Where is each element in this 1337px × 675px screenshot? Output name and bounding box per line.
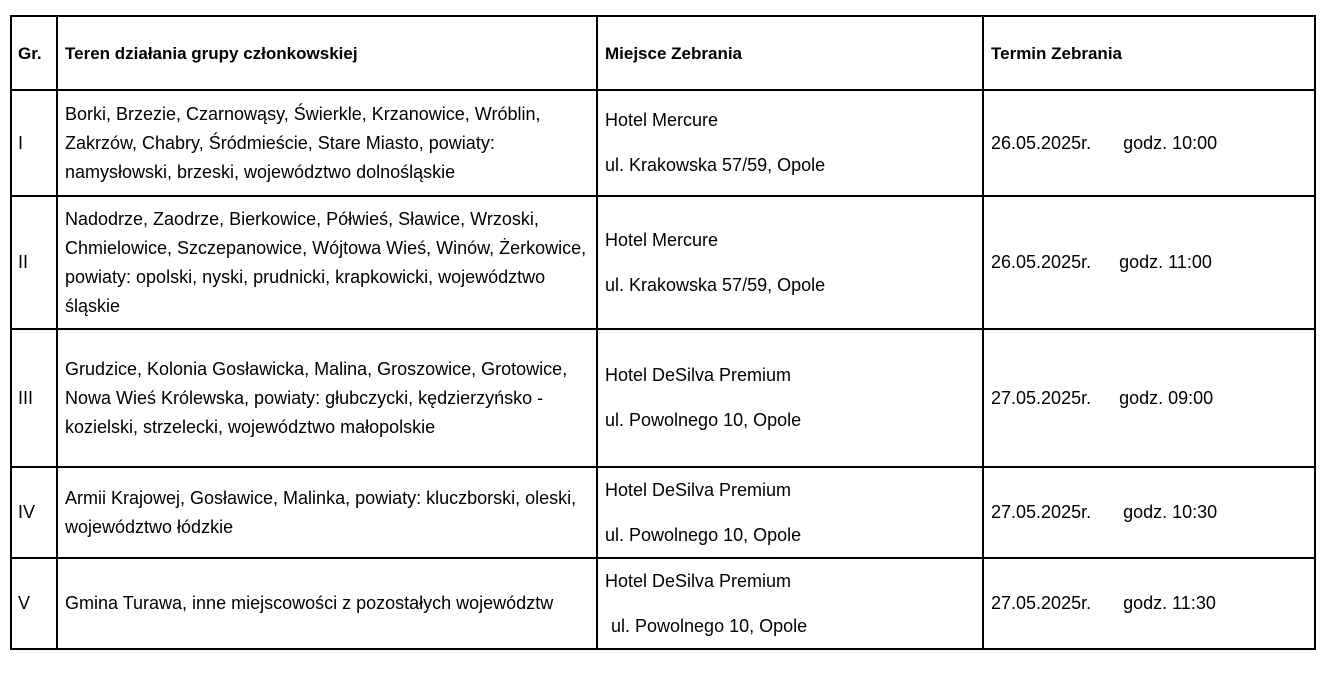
meeting-date: 27.05.2025r. bbox=[991, 593, 1092, 613]
meeting-date: 27.05.2025r. bbox=[991, 387, 1092, 408]
header-area: Teren działania grupy członkowskiej bbox=[57, 16, 597, 90]
place-address: ul. Krakowska 57/59, Opole bbox=[605, 155, 826, 175]
table-row bbox=[11, 329, 1315, 467]
place-cell bbox=[597, 196, 983, 329]
meeting-date: 27.05.2025r. bbox=[991, 502, 1092, 522]
area-cell: Grudzice, Kolonia Gosławicka, Malina, Groszowice, Grotowice, Nowa Wieś Królewska, powiaty: głubczycki, kędzierzyńsko - kozielski, strzelecki, województwo małopolskie bbox=[57, 329, 597, 467]
group-cell: IV bbox=[11, 467, 57, 558]
place-name: Hotel DeSilva Premium bbox=[605, 479, 792, 500]
place-cell bbox=[597, 90, 983, 196]
place-cell bbox=[597, 329, 983, 467]
date-cell bbox=[983, 558, 1315, 649]
place-name: Hotel Mercure bbox=[605, 110, 719, 130]
table-row bbox=[11, 467, 1315, 558]
group-cell: V bbox=[11, 558, 57, 649]
meeting-time: godz. 11:30 bbox=[1123, 593, 1216, 613]
area-cell: Nadodrze, Zaodrze, Bierkowice, Półwieś, Sławice, Wrzoski, Chmielowice, Szczepanowice, Wójtowa Wieś, Winów, Żerkowice, powiaty: opolski, nyski, prudnicki, krapkowicki, województwo śląskie bbox=[57, 196, 597, 329]
area-cell: Gmina Turawa, inne miejscowości z pozostałych województw bbox=[57, 558, 597, 649]
place-address: ul. Powolnego 10, Opole bbox=[611, 615, 808, 636]
date-cell bbox=[983, 90, 1315, 196]
group-cell: III bbox=[11, 329, 57, 467]
date-cell bbox=[983, 329, 1315, 467]
header-date: Termin Zebrania bbox=[983, 16, 1315, 90]
group-cell: I bbox=[11, 90, 57, 196]
place-cell bbox=[597, 558, 983, 649]
table-row bbox=[11, 196, 1315, 329]
place-address: ul. Krakowska 57/59, Opole bbox=[605, 274, 826, 295]
meetings-table bbox=[10, 15, 1316, 650]
header-place: Miejsce Zebrania bbox=[597, 16, 983, 90]
table-row bbox=[11, 558, 1315, 649]
place-cell bbox=[597, 467, 983, 558]
place-name: Hotel Mercure bbox=[605, 229, 719, 250]
meeting-date: 26.05.2025r. bbox=[991, 132, 1092, 153]
place-name: Hotel DeSilva Premium bbox=[605, 365, 792, 385]
place-address: ul. Powolnego 10, Opole bbox=[605, 524, 802, 545]
area-cell: Borki, Brzezie, Czarnowąsy, Świerkle, Krzanowice, Wróblin, Zakrzów, Chabry, Śródmieście, Stare Miasto, powiaty: namysłowski, brzeski, województwo dolnośląskie bbox=[57, 90, 597, 196]
meeting-time: godz. 09:00 bbox=[1119, 387, 1214, 408]
date-cell bbox=[983, 467, 1315, 558]
meeting-time: godz. 11:00 bbox=[1119, 252, 1212, 272]
table-row bbox=[11, 90, 1315, 196]
header-group: Gr. bbox=[11, 16, 57, 90]
meeting-time: godz. 10:00 bbox=[1123, 132, 1218, 153]
place-name: Hotel DeSilva Premium bbox=[605, 570, 792, 591]
place-address: ul. Powolnego 10, Opole bbox=[605, 410, 802, 430]
date-cell bbox=[983, 196, 1315, 329]
header-row bbox=[11, 16, 1315, 90]
meeting-time: godz. 10:30 bbox=[1123, 502, 1218, 522]
meeting-date: 26.05.2025r. bbox=[991, 252, 1092, 272]
group-cell: II bbox=[11, 196, 57, 329]
area-cell: Armii Krajowej, Gosławice, Malinka, powiaty: kluczborski, oleski, województwo łódzkie bbox=[57, 467, 597, 558]
